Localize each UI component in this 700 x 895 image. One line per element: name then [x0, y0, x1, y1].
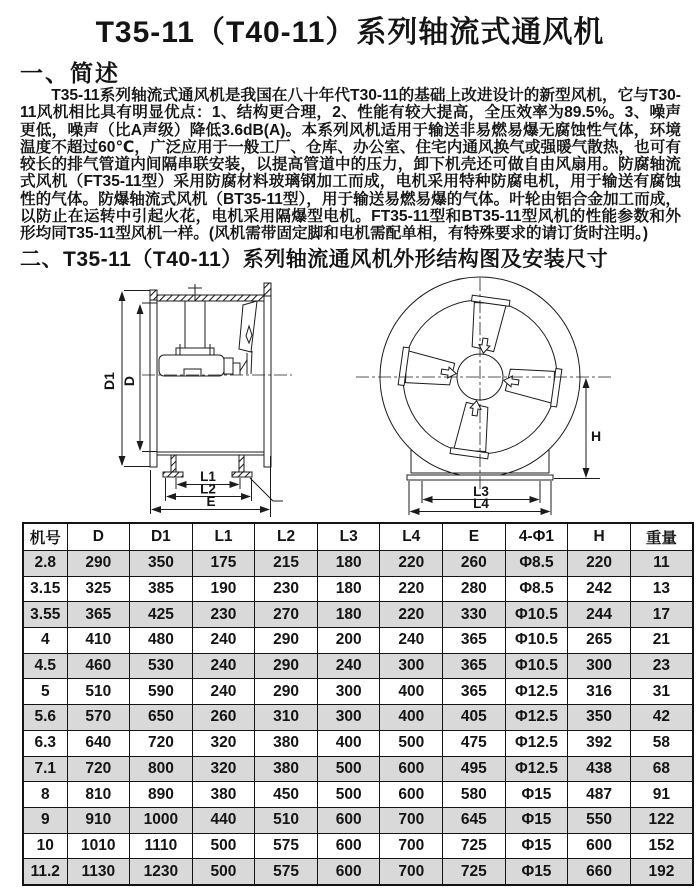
table-row: [23, 653, 693, 679]
table-cell: 700: [380, 833, 443, 859]
table-cell: 700: [380, 859, 443, 885]
table-cell: 290: [255, 679, 318, 705]
table-cell: 220: [568, 551, 631, 577]
table-cell: 190: [192, 576, 255, 602]
table-cell: 230: [255, 576, 318, 602]
table-cell: 21: [630, 628, 693, 654]
table-cell: 7.1: [23, 756, 67, 782]
table-cell: 220: [380, 551, 443, 577]
table-cell: 4: [23, 628, 67, 654]
table-cell: 180: [317, 551, 380, 577]
table-cell: Φ10.5: [505, 628, 568, 654]
table-cell: 242: [568, 576, 631, 602]
table-cell: 365: [443, 653, 506, 679]
table-cell: 1110: [130, 833, 193, 859]
table-cell: 650: [130, 705, 193, 731]
column-header: H: [568, 523, 631, 551]
table-cell: 660: [568, 859, 631, 885]
page-title: T35-11（T40-11）系列轴流式通风机: [95, 16, 605, 49]
table-cell: 23: [630, 653, 693, 679]
table-cell: 220: [380, 602, 443, 628]
table-cell: 180: [317, 576, 380, 602]
table-cell: 240: [192, 653, 255, 679]
column-header: L3: [317, 523, 380, 551]
table-cell: 720: [67, 756, 130, 782]
column-header: E: [443, 523, 506, 551]
table-cell: Φ12.5: [505, 730, 568, 756]
table-cell: 425: [130, 602, 193, 628]
table-cell: 440: [192, 807, 255, 833]
table-cell: Φ12.5: [505, 679, 568, 705]
table-cell: 810: [67, 782, 130, 808]
dim-label-l3: L3: [473, 484, 489, 499]
table-cell: 5.6: [23, 705, 67, 731]
table-cell: 510: [67, 679, 130, 705]
table-cell: 220: [380, 576, 443, 602]
table-cell: 11: [630, 551, 693, 577]
column-header: 重量: [630, 523, 693, 551]
fan-blade-side: [239, 301, 257, 352]
column-header: D1: [130, 523, 193, 551]
table-cell: 600: [317, 859, 380, 885]
table-cell: 480: [130, 628, 193, 654]
table-cell: 380: [192, 782, 255, 808]
table-cell: 240: [317, 653, 380, 679]
table-cell: 350: [130, 551, 193, 577]
table-cell: 58: [630, 730, 693, 756]
table-cell: 91: [630, 782, 693, 808]
dim-label-d: D: [121, 375, 137, 387]
table-cell: 270: [255, 602, 318, 628]
table-row: [23, 807, 693, 833]
table-cell: 405: [443, 705, 506, 731]
table-cell: 438: [568, 756, 631, 782]
table-cell: 640: [67, 730, 130, 756]
table-cell: 365: [443, 628, 506, 654]
column-header: 机号: [23, 523, 67, 551]
table-cell: Φ15: [505, 807, 568, 833]
table-cell: 290: [255, 628, 318, 654]
table-cell: 192: [630, 859, 693, 885]
table-cell: 175: [192, 551, 255, 577]
table-cell: 265: [568, 628, 631, 654]
table-cell: 244: [568, 602, 631, 628]
table-row: [23, 602, 693, 628]
table-cell: 180: [317, 602, 380, 628]
table-cell: 410: [67, 628, 130, 654]
dim-label-l2: L2: [200, 481, 216, 497]
table-cell: 290: [67, 551, 130, 577]
table-cell: Φ10.5: [505, 602, 568, 628]
table-cell: 2.8: [23, 551, 67, 577]
table-cell: 600: [380, 756, 443, 782]
table-cell: 575: [255, 859, 318, 885]
dim-label-d1: D1: [101, 372, 117, 390]
dim-label-l1: L1: [200, 469, 216, 484]
table-row: [23, 628, 693, 654]
table-cell: 500: [192, 833, 255, 859]
table-cell: 725: [443, 859, 506, 885]
table-cell: 575: [255, 833, 318, 859]
column-header: L1: [192, 523, 255, 551]
table-cell: 330: [443, 602, 506, 628]
table-cell: 3.55: [23, 602, 67, 628]
table-row: [23, 576, 693, 602]
table-cell: 316: [568, 679, 631, 705]
front-view-diagram: [356, 277, 612, 515]
table-cell: 800: [130, 756, 193, 782]
table-cell: 320: [192, 730, 255, 756]
table-cell: Φ8.5: [505, 551, 568, 577]
table-cell: 500: [317, 782, 380, 808]
table-cell: 910: [67, 807, 130, 833]
table-cell: 600: [380, 782, 443, 808]
table-cell: 380: [255, 756, 318, 782]
table-row: [23, 782, 693, 808]
table-cell: Φ8.5: [505, 576, 568, 602]
table-cell: 890: [130, 782, 193, 808]
table-cell: 720: [130, 730, 193, 756]
section1-heading: 一、简述: [20, 60, 120, 86]
table-cell: 310: [255, 705, 318, 731]
table-cell: Φ15: [505, 782, 568, 808]
table-cell: 380: [255, 730, 318, 756]
table-cell: 8: [23, 782, 67, 808]
table-cell: 325: [67, 576, 130, 602]
table-cell: 290: [255, 653, 318, 679]
table-row: [23, 679, 693, 705]
table-cell: 400: [317, 730, 380, 756]
table-row: [23, 730, 693, 756]
table-cell: 240: [192, 679, 255, 705]
table-cell: 600: [317, 807, 380, 833]
table-cell: 1010: [67, 833, 130, 859]
table-cell: 392: [568, 730, 631, 756]
motor: [159, 355, 224, 376]
table-cell: 350: [568, 705, 631, 731]
table-cell: 10: [23, 833, 67, 859]
column-header: L2: [255, 523, 318, 551]
table-cell: 4.5: [23, 653, 67, 679]
table-cell: 230: [192, 602, 255, 628]
table-cell: 495: [443, 756, 506, 782]
table-cell: Φ15: [505, 833, 568, 859]
section1-paragraph: T35-11系列轴流式通风机是我国在八十年代T30-11的基础上改进设计的新型风机，它与T30-11风机相比具有明显优点：1、结构更合理，2、性能有较大提高，全压效率为89.5%。3、噪声更低，噪声（比A声级）降低3.6dB(A)。本系列风机适用于输送非易燃易爆无腐蚀性气体，环境温度不超过60℃，广泛应用于一般工厂、仓库、办公室、住宅内通风换气或强暖气散热，也可有较长的排气管道内间隔串联安装，以提高管道中的压力，卸下机壳还可做自由风扇用。防腐轴流式风机（FT35-11型）采用防腐材料玻璃钢加工而成，电机采用特种防腐电机，用于输送有腐蚀性的气体。防爆轴流式风机（BT35-11型），用于输送易燃易爆的气体。叶轮由铝合金加工而成，以防止在运转中引起火花，电机采用隔爆型电机。FT35-11型和BT35-11型风机的性能参数和外形均同T35-11型风机一样。(风机需带固定脚和电机需配单相，有特殊要求的请订货时注明。): [20, 87, 681, 243]
column-header: L4: [380, 523, 443, 551]
table-header-row: [23, 523, 693, 551]
table-cell: 68: [630, 756, 693, 782]
dim-label-e: E: [206, 494, 216, 509]
table-cell: 385: [130, 576, 193, 602]
dimensions-table: [22, 522, 694, 886]
fan-drawings: [0, 276, 700, 523]
table-cell: 240: [380, 628, 443, 654]
table-cell: 500: [317, 756, 380, 782]
table-cell: 1230: [130, 859, 193, 885]
table-cell: 580: [443, 782, 506, 808]
table-cell: 320: [192, 756, 255, 782]
table-cell: 500: [192, 859, 255, 885]
table-cell: 13: [630, 576, 693, 602]
table-cell: 570: [67, 705, 130, 731]
table-row: [23, 833, 693, 859]
table-cell: 400: [380, 705, 443, 731]
table-cell: 365: [443, 679, 506, 705]
table-cell: 700: [380, 807, 443, 833]
table-cell: 365: [67, 602, 130, 628]
table-cell: 42: [630, 705, 693, 731]
structure-diagrams: [0, 276, 700, 523]
table-cell: 280: [443, 576, 506, 602]
table-cell: 600: [317, 833, 380, 859]
table-row: [23, 551, 693, 577]
table-cell: 300: [317, 679, 380, 705]
table-cell: 1000: [130, 807, 193, 833]
table-cell: 530: [130, 653, 193, 679]
table-cell: 260: [192, 705, 255, 731]
table-cell: 300: [568, 653, 631, 679]
table-cell: 260: [443, 551, 506, 577]
table-cell: 17: [630, 602, 693, 628]
table-cell: Φ15: [505, 859, 568, 885]
table-cell: 300: [380, 653, 443, 679]
table-cell: 152: [630, 833, 693, 859]
table-cell: 6.3: [23, 730, 67, 756]
side-view-diagram: [101, 283, 292, 517]
foot-leader-line: [250, 478, 273, 501]
table-cell: 590: [130, 679, 193, 705]
table-cell: 240: [192, 628, 255, 654]
table-row: [23, 859, 693, 885]
table-cell: 215: [255, 551, 318, 577]
column-header: 4-Φ1: [505, 523, 568, 551]
table-cell: Φ10.5: [505, 653, 568, 679]
table-cell: 450: [255, 782, 318, 808]
table-cell: 645: [443, 807, 506, 833]
section2-heading: 二、T35-11（T40-11）系列轴流通风机外形结构图及安装尺寸: [20, 248, 609, 271]
dim-label-h: H: [591, 428, 602, 444]
table-cell: 5: [23, 679, 67, 705]
table-cell: 510: [255, 807, 318, 833]
dim-label-l4: L4: [473, 496, 489, 511]
table-cell: 600: [568, 833, 631, 859]
table-cell: Φ12.5: [505, 756, 568, 782]
table-cell: 300: [317, 705, 380, 731]
table-cell: 1130: [67, 859, 130, 885]
table-cell: 122: [630, 807, 693, 833]
table-cell: 487: [568, 782, 631, 808]
table-cell: 31: [630, 679, 693, 705]
table-row: [23, 705, 693, 731]
table-cell: 11.2: [23, 859, 67, 885]
table-cell: 550: [568, 807, 631, 833]
table-cell: 475: [443, 730, 506, 756]
table-cell: 725: [443, 833, 506, 859]
table-cell: 460: [67, 653, 130, 679]
table-cell: 3.15: [23, 576, 67, 602]
table-row: [23, 756, 693, 782]
column-header: D: [67, 523, 130, 551]
table-cell: 400: [380, 679, 443, 705]
table-cell: Φ12.5: [505, 705, 568, 731]
table-cell: 500: [380, 730, 443, 756]
table-cell: 9: [23, 807, 67, 833]
inlet-flange: [150, 290, 157, 467]
casing-top-wall: [157, 295, 264, 301]
table-cell: 200: [317, 628, 380, 654]
motor-support: [185, 301, 205, 348]
